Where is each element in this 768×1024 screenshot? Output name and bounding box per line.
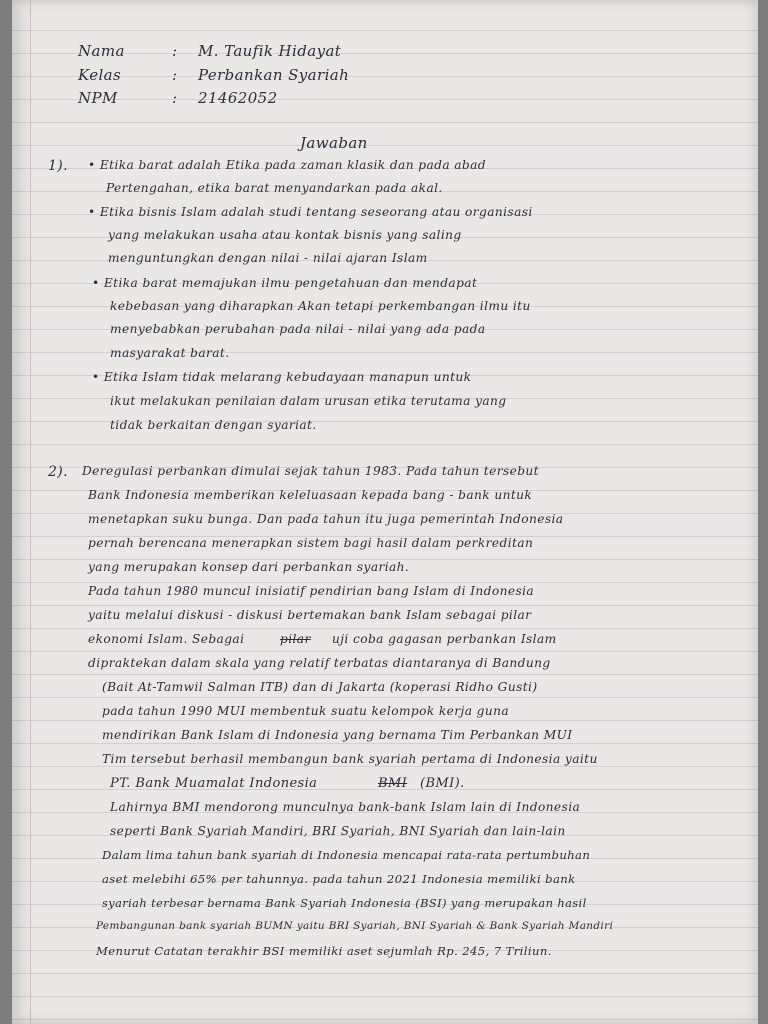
nama-separator: :: [172, 42, 178, 60]
answer-2-line: Bank Indonesia memberikan keleluasaan kepada bang - bank untuk: [88, 488, 533, 502]
answer-2-line: seperti Bank Syariah Mandiri, BRI Syariah, BNI Syariah dan lain-lain: [110, 824, 566, 838]
margin-line: [30, 0, 31, 1024]
answer-2-line: syariah terbesar bernama Bank Syariah Indonesia (BSI) yang merupakan hasil: [102, 896, 587, 910]
npm-separator: :: [172, 89, 178, 107]
kelas-label: Kelas: [78, 66, 122, 84]
answer-1-line: • Etika bisnis Islam adalah studi tentang seseorang atau organisasi: [88, 205, 533, 219]
npm-value: 21462052: [198, 89, 278, 107]
answer-2-line: yaitu melalui diskusi - diskusi bertemakan bank Islam sebagai pilar: [88, 608, 532, 622]
answer-1-line: menyebabkan perubahan pada nilai - nilai yang ada pada: [110, 322, 486, 336]
answer-2-line: (Bait At-Tamwil Salman ITB) dan di Jakarta (koperasi Ridho Gusti): [102, 680, 538, 694]
answer-2-line: pernah berencana menerapkan sistem bagi hasil dalam perkreditan: [88, 536, 534, 550]
answer-1-line: • Etika barat memajukan ilmu pengetahuan dan mendapat: [92, 276, 478, 290]
answer-title: Jawaban: [300, 134, 368, 152]
struck-word: pilar: [280, 632, 311, 646]
answer-2-line: uji coba gagasan perbankan Islam: [332, 632, 557, 646]
answer-2-line: Lahirnya BMI mendorong munculnya bank-bank Islam lain di Indonesia: [110, 800, 581, 814]
answer-2-line: Menurut Catatan terakhir BSI memiliki aset sejumlah Rp. 245, 7 Triliun.: [96, 944, 552, 958]
nama-value: M. Taufik Hidayat: [198, 42, 342, 60]
answer-1-line: Pertengahan, etika barat menyandarkan pada akal.: [106, 181, 443, 195]
answer-1-line: tidak berkaitan dengan syariat.: [110, 418, 317, 432]
answer-2-line: Pada tahun 1980 muncul inisiatif pendirian bang Islam di Indonesia: [88, 584, 535, 598]
answer-1-line: masyarakat barat.: [110, 346, 230, 360]
answer-2-line: ekonomi Islam. Sebagai: [88, 632, 245, 646]
answer-1-number: 1).: [48, 158, 69, 174]
answer-2-line: PT. Bank Muamalat Indonesia: [110, 776, 318, 791]
struck-word: BMI: [378, 776, 408, 791]
answer-1-line: • Etika Islam tidak melarang kebudayaan manapun untuk: [92, 370, 472, 384]
answer-2-line: (BMI).: [420, 776, 465, 791]
answer-1-line: kebebasan yang diharapkan Akan tetapi perkembangan ilmu itu: [110, 299, 531, 313]
notebook-page: [12, 0, 758, 1024]
answer-2-line: dipraktekan dalam skala yang relatif terbatas diantaranya di Bandung: [88, 656, 551, 670]
kelas-value: Perbankan Syariah: [198, 66, 350, 84]
kelas-separator: :: [172, 66, 178, 84]
answer-2-line: yang merupakan konsep dari perbankan syariah.: [88, 560, 410, 574]
answer-2-line: Deregulasi perbankan dimulai sejak tahun 1983. Pada tahun tersebut: [82, 464, 539, 478]
answer-2-line: mendirikan Bank Islam di Indonesia yang bernama Tim Perbankan MUI: [102, 728, 573, 742]
answer-2-line: Pembangunan bank syariah BUMN yaitu BRI Syariah, BNI Syariah & Bank Syariah Mandiri: [96, 920, 614, 932]
answer-1-line: menguntungkan dengan nilai - nilai ajaran Islam: [108, 251, 428, 265]
answer-2-line: Dalam lima tahun bank syariah di Indonesia mencapai rata-rata pertumbuhan: [102, 848, 591, 862]
answer-2-line: Tim tersebut berhasil membangun bank syariah pertama di Indonesia yaitu: [102, 752, 598, 766]
answer-2-number: 2).: [48, 464, 69, 480]
answer-1-line: • Etika barat adalah Etika pada zaman klasik dan pada abad: [88, 158, 486, 172]
npm-label: NPM: [78, 89, 118, 107]
answer-1-line: ikut melakukan penilaian dalam urusan etika terutama yang: [110, 394, 507, 408]
answer-1-line: yang melakukan usaha atau kontak bisnis yang saling: [108, 228, 462, 242]
nama-label: Nama: [78, 42, 125, 60]
answer-2-line: pada tahun 1990 MUI membentuk suatu kelompok kerja guna: [102, 704, 510, 718]
answer-2-line: menetapkan suku bunga. Dan pada tahun itu juga pemerintah Indonesia: [88, 512, 564, 526]
answer-2-line: aset melebihi 65% per tahunnya. pada tahun 2021 Indonesia memiliki bank: [102, 872, 576, 886]
